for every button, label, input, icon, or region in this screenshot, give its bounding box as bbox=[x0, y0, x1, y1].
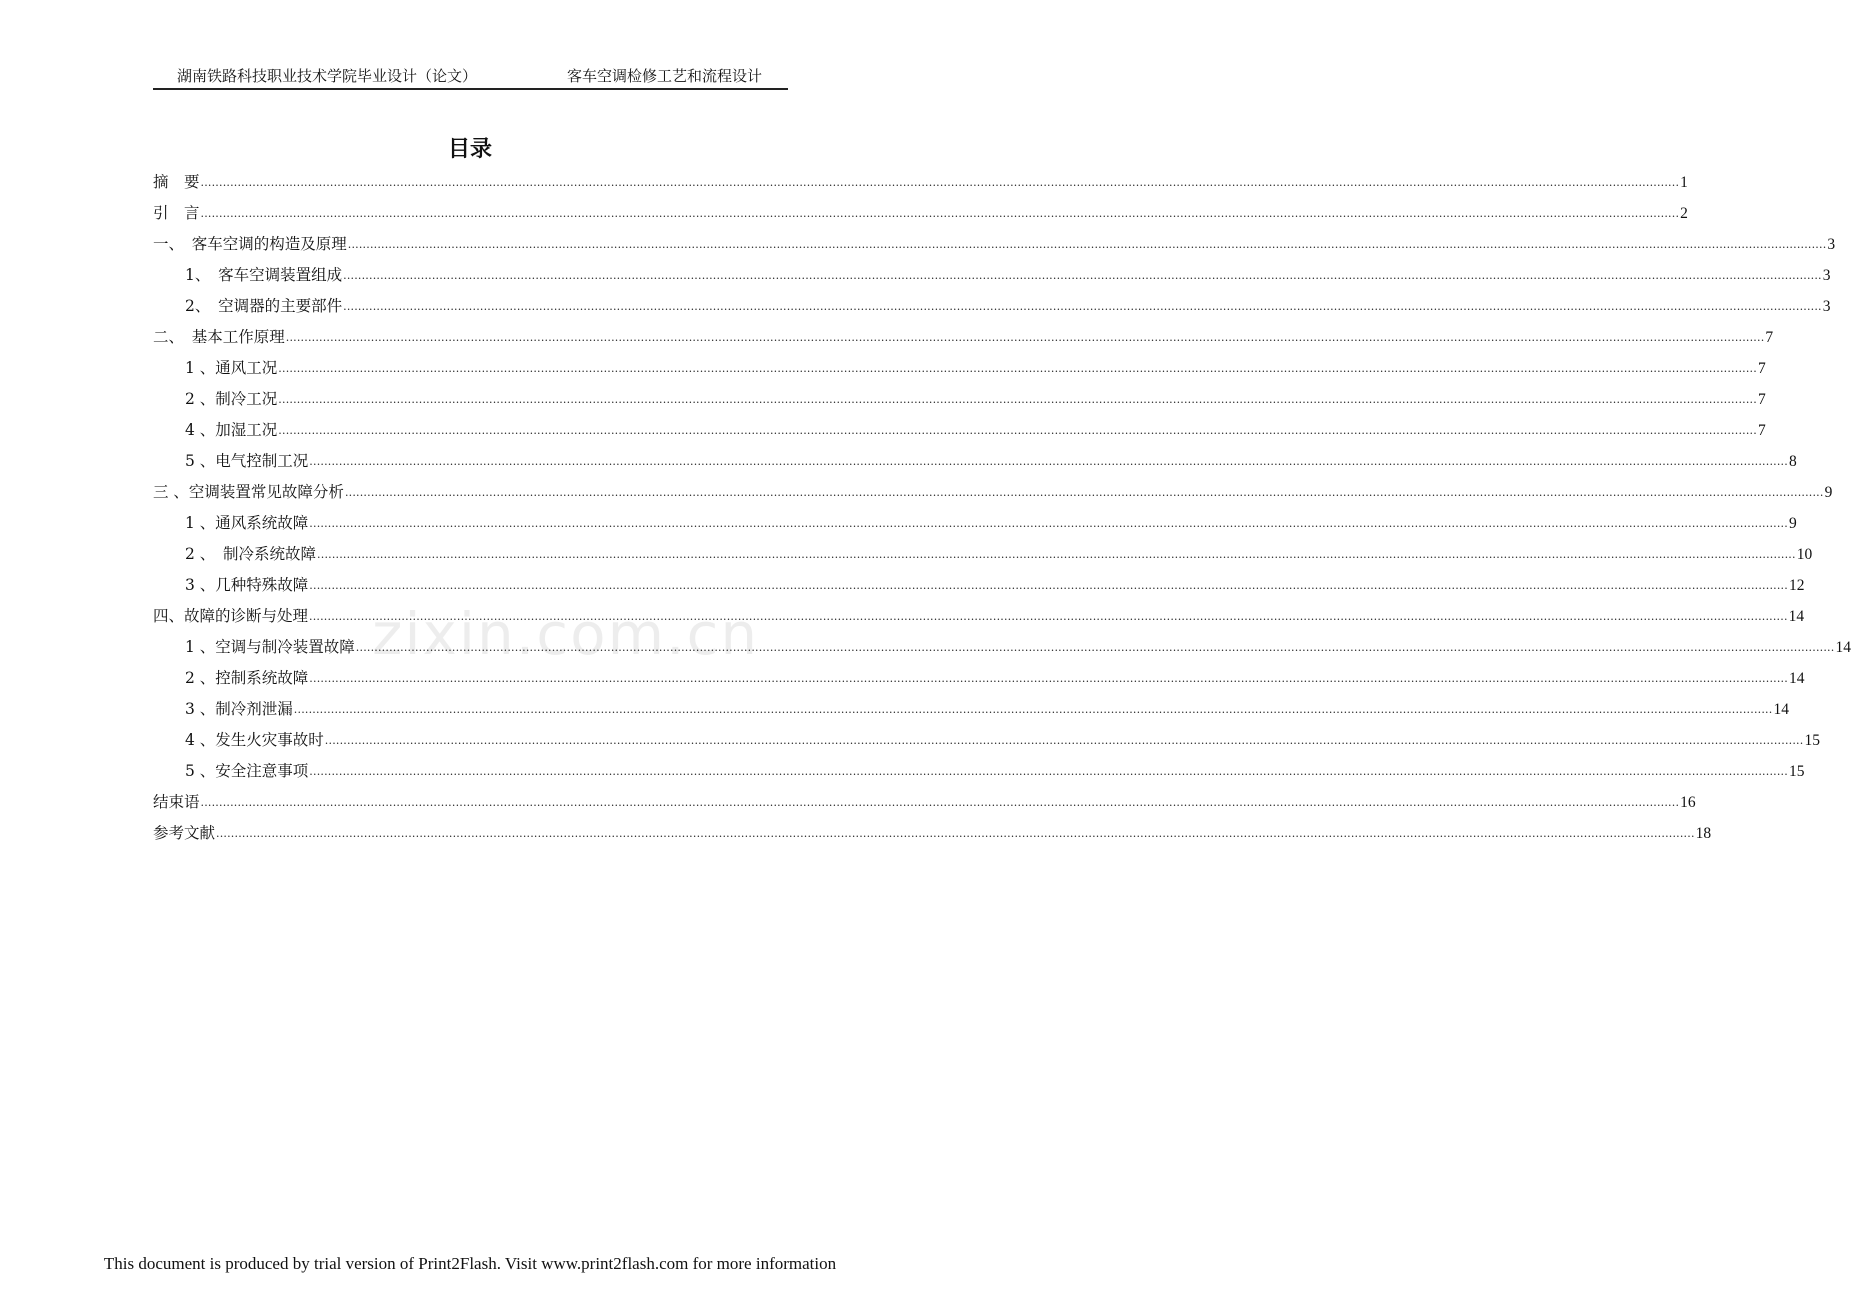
toc-entry[interactable] bbox=[153, 201, 1688, 232]
toc-dot-leader: ................................................................................................................................................................................................................................................................................................................................................................................................................ bbox=[293, 703, 1773, 716]
toc-entry-label: 1、 客车空调装置组成 bbox=[185, 266, 343, 284]
toc-dot-leader: ................................................................................................................................................................................................................................................................................................................................................................................................................ bbox=[285, 331, 1765, 344]
toc-entry-page: 9 bbox=[1788, 515, 1797, 532]
toc-entry-label: 5 、安全注意事项 bbox=[185, 762, 309, 780]
toc-entry[interactable] bbox=[153, 604, 1805, 635]
toc-entry[interactable] bbox=[153, 511, 1797, 542]
toc-dot-leader: ................................................................................................................................................................................................................................................................................................................................................................................................................ bbox=[324, 734, 1804, 747]
toc-title: 目录 bbox=[447, 137, 492, 162]
toc-entry[interactable] bbox=[153, 759, 1805, 790]
toc-entry-label: 三 、空调装置常见故障分析 bbox=[153, 483, 344, 501]
toc-entry-label: 2 、 制冷系统故障 bbox=[185, 545, 317, 563]
toc-entry-page: 10 bbox=[1796, 546, 1813, 563]
toc-entry-label: 2 、制冷工况 bbox=[185, 390, 278, 408]
toc-entry[interactable] bbox=[153, 232, 1836, 263]
toc-entry[interactable] bbox=[153, 573, 1805, 604]
toc-dot-leader: ................................................................................................................................................................................................................................................................................................................................................................................................................ bbox=[344, 486, 1824, 499]
toc-entry-page: 14 bbox=[1773, 701, 1789, 718]
toc-entry-label: 1 、通风工况 bbox=[185, 359, 278, 377]
toc-dot-leader: ................................................................................................................................................................................................................................................................................................................................................................................................................ bbox=[309, 517, 1788, 530]
toc-entry-page: 7 bbox=[1757, 391, 1766, 408]
toc-dot-leader: ................................................................................................................................................................................................................................................................................................................................................................................................................ bbox=[278, 362, 1757, 375]
toc-entry[interactable] bbox=[153, 263, 1831, 294]
toc-entry-page: 18 bbox=[1695, 825, 1712, 842]
toc-dot-leader: ................................................................................................................................................................................................................................................................................................................................................................................................................ bbox=[347, 238, 1827, 251]
toc-entry-page: 15 bbox=[1788, 763, 1805, 780]
toc-entry-page: 14 bbox=[1788, 670, 1805, 687]
toc-entry-page: 8 bbox=[1788, 453, 1797, 470]
toc-entry-label: 参考文献 bbox=[153, 824, 216, 842]
toc-entry-page: 7 bbox=[1757, 360, 1766, 377]
toc-entry[interactable] bbox=[153, 325, 1774, 356]
toc-entry-label: 四、故障的诊断与处理 bbox=[153, 607, 309, 625]
toc-entry-label: 摘 要 bbox=[153, 173, 200, 191]
toc-entry-page: 7 bbox=[1757, 422, 1766, 439]
toc-dot-leader: ................................................................................................................................................................................................................................................................................................................................................................................................................ bbox=[216, 827, 1695, 840]
toc-entry[interactable] bbox=[153, 294, 1831, 325]
toc-entry-label: 一、 客车空调的构造及原理 bbox=[153, 235, 347, 253]
toc-entry-label: 2 、控制系统故障 bbox=[185, 669, 309, 687]
toc-dot-leader: ................................................................................................................................................................................................................................................................................................................................................................................................................ bbox=[200, 207, 1680, 220]
toc-entry-page: 16 bbox=[1680, 794, 1696, 811]
toc-entry[interactable] bbox=[153, 821, 1712, 852]
toc-dot-leader: ................................................................................................................................................................................................................................................................................................................................................................................................................ bbox=[309, 579, 1788, 592]
toc-entry-label: 1 、空调与制冷装置故障 bbox=[185, 638, 355, 656]
toc-entry[interactable] bbox=[153, 170, 1688, 201]
toc-entry-page: 3 bbox=[1822, 267, 1831, 284]
toc-entry-page: 7 bbox=[1765, 329, 1774, 346]
header-thesis-title: 客车空调检修工艺和流程设计 bbox=[566, 67, 762, 85]
toc-dot-leader: ................................................................................................................................................................................................................................................................................................................................................................................................................ bbox=[317, 548, 1796, 561]
toc-entry-label: 4 、发生火灾事故时 bbox=[185, 731, 324, 749]
toc-dot-leader: ................................................................................................................................................................................................................................................................................................................................................................................................................ bbox=[343, 269, 1822, 282]
toc-dot-leader: ................................................................................................................................................................................................................................................................................................................................................................................................................ bbox=[278, 424, 1757, 437]
toc-entry-label: 3 、制冷剂泄漏 bbox=[185, 700, 293, 718]
toc-entry[interactable] bbox=[153, 790, 1696, 821]
page-header bbox=[153, 62, 788, 90]
toc-entry[interactable] bbox=[153, 542, 1813, 573]
toc-dot-leader: ................................................................................................................................................................................................................................................................................................................................................................................................................ bbox=[278, 393, 1757, 406]
toc-entry[interactable] bbox=[153, 635, 1851, 666]
toc-entry-page: 14 bbox=[1835, 639, 1851, 656]
toc-entry-page: 14 bbox=[1788, 608, 1805, 625]
toc-entry-page: 12 bbox=[1788, 577, 1805, 594]
toc-dot-leader: ................................................................................................................................................................................................................................................................................................................................................................................................................ bbox=[343, 300, 1822, 313]
toc-entry-label: 1 、通风系统故障 bbox=[185, 514, 309, 532]
trial-footer: This document is produced by trial version of Print2Flash. Visit www.print2flash.com for more information bbox=[103, 1254, 837, 1273]
toc-dot-leader: ................................................................................................................................................................................................................................................................................................................................................................................................................ bbox=[200, 176, 1680, 189]
toc-entry-page: 15 bbox=[1804, 732, 1820, 749]
toc-dot-leader: ................................................................................................................................................................................................................................................................................................................................................................................................................ bbox=[355, 641, 1835, 654]
toc-dot-leader: ................................................................................................................................................................................................................................................................................................................................................................................................................ bbox=[309, 672, 1788, 685]
toc-entry[interactable] bbox=[153, 666, 1805, 697]
toc-entry-label: 引 言 bbox=[153, 204, 200, 222]
toc-entry-page: 1 bbox=[1680, 174, 1688, 191]
toc-entry-label: 3 、几种特殊故障 bbox=[185, 576, 309, 594]
header-school-title: 湖南铁路科技职业技术学院毕业设计（论文） bbox=[177, 67, 478, 85]
toc-entry-page: 9 bbox=[1824, 484, 1833, 501]
toc-entry[interactable] bbox=[153, 449, 1797, 480]
table-of-contents bbox=[153, 170, 1851, 852]
toc-entry-label: 二、 基本工作原理 bbox=[153, 328, 285, 346]
toc-dot-leader: ................................................................................................................................................................................................................................................................................................................................................................................................................ bbox=[309, 765, 1788, 778]
watermark: zixin.com.cn bbox=[372, 600, 760, 668]
toc-entry[interactable] bbox=[153, 387, 1766, 418]
toc-entry[interactable] bbox=[153, 697, 1789, 728]
toc-entry-label: 2、 空调器的主要部件 bbox=[185, 297, 343, 315]
toc-entry[interactable] bbox=[153, 356, 1766, 387]
toc-entry-label: 4 、加湿工况 bbox=[185, 421, 278, 439]
toc-entry[interactable] bbox=[153, 418, 1766, 449]
toc-entry[interactable] bbox=[153, 728, 1820, 759]
toc-entry-page: 3 bbox=[1822, 298, 1831, 315]
toc-dot-leader: ................................................................................................................................................................................................................................................................................................................................................................................................................ bbox=[309, 455, 1788, 468]
toc-entry-page: 2 bbox=[1680, 205, 1688, 222]
toc-entry-page: 3 bbox=[1827, 236, 1836, 253]
toc-entry-label: 结束语 bbox=[153, 793, 200, 811]
toc-dot-leader: ................................................................................................................................................................................................................................................................................................................................................................................................................ bbox=[200, 796, 1680, 809]
toc-dot-leader: ................................................................................................................................................................................................................................................................................................................................................................................................................ bbox=[309, 610, 1788, 623]
toc-entry-label: 5 、电气控制工况 bbox=[185, 452, 309, 470]
toc-entry[interactable] bbox=[153, 480, 1833, 511]
